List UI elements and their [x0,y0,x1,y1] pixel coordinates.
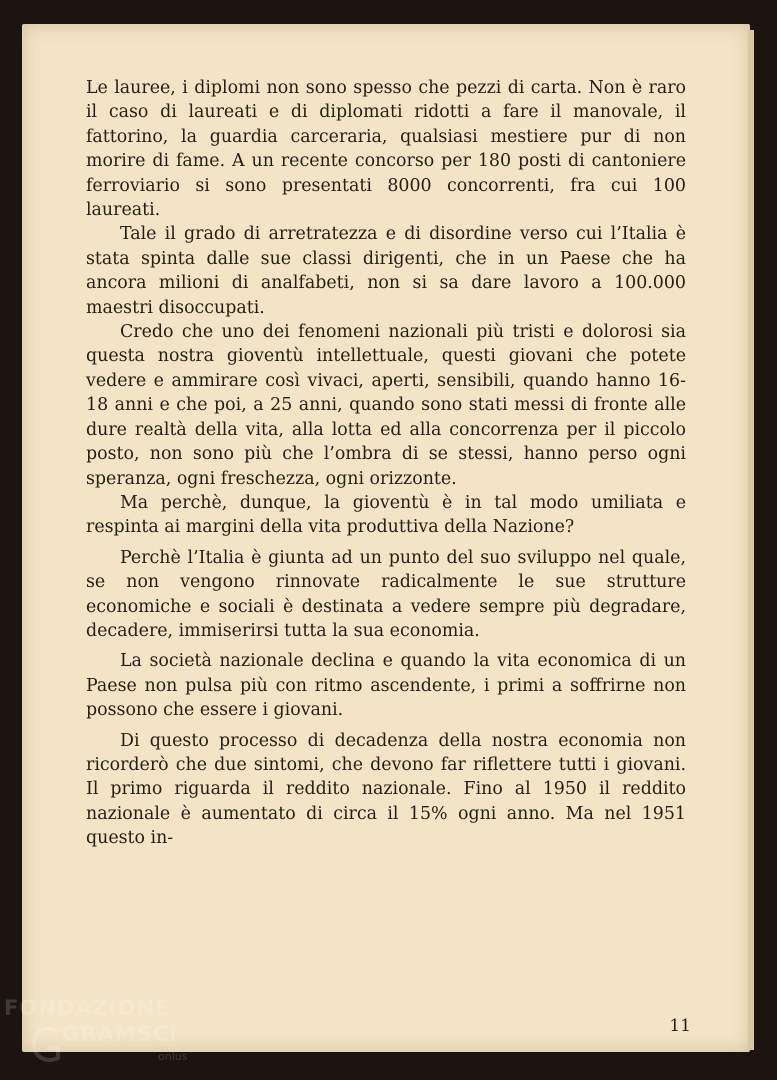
body-text [86,76,686,851]
paragraph-5: Perchè l’Italia è giunta ad un punto del suo sviluppo nel quale, se non vengono rinnovate radicalmente le sue strutture economiche e sociali è destinata a vedere sempre più degradare, decadere, immiserirsi tutta la sua economia. [86,547,686,641]
page-edge [748,30,754,1050]
paragraph-7: Di questo processo di decadenza della nostra economia non ricorderò che due sintomi, che devono far riflettere tutti i giovani. Il primo riguarda il reddito nazionale. Fino al 1950 il reddito nazionale è aumentato di circa il 15% ogni anno. Ma nel 1951 questo in- [86,730,686,849]
watermark-logo-icon [30,1024,64,1068]
watermark-line-3: onlus [158,1050,188,1063]
paragraph-3: Credo che uno dei fenomeni nazionali più tristi e dolorosi sia questa nostra gioventù intellettuale, questi giovani che potete vedere e ammirare così vivaci, aperti, sensibili, quando hanno 16-18 anni e che poi, a 25 anni, quando sono stati messi di fronte alle dure realtà della vita, alla lotta ed alla concorrenza per il piccolo posto, non sono più che l’ombra di se stessi, hanno perso ogni speranza, ogni freschezza, ogni orizzonte. [86,322,686,489]
watermark-line-1: FONDAZIONE [4,996,171,1020]
paragraph-4: Ma perchè, dunque, la gioventù è in tal modo umiliata e respinta ai margini della vita produttiva della Nazione? [86,492,686,538]
watermark [4,994,204,1076]
page-number: 11 [669,1016,691,1036]
paragraph-6: La società nazionale declina e quando la vita economica di un Paese non pulsa più con ritmo ascendente, i primi a soffrirne non possono che essere i giovani. [86,651,686,721]
paragraph-2: Tale il grado di arretratezza e di disordine verso cui l’Italia è stata spinta dalle sue classi dirigenti, che in un Paese che ha ancora milioni di analfabeti, non si sa dare lavoro a 100.000 maestri disoccupati. [86,224,686,318]
watermark-line-2: GRAMSCI [62,1022,178,1046]
paragraph-1: Le lauree, i diplomi non sono spesso che pezzi di carta. Non è raro il caso di laureati e di diplomati ridotti a fare il manovale, il fattorino, la guardia carceraria, qualsiasi mestiere pur di non morire di fame. A un recente concorso per 180 posti di cantoniere ferroviario si sono presentati 8000 concorrenti, fra cui 100 laureati. [86,78,686,221]
